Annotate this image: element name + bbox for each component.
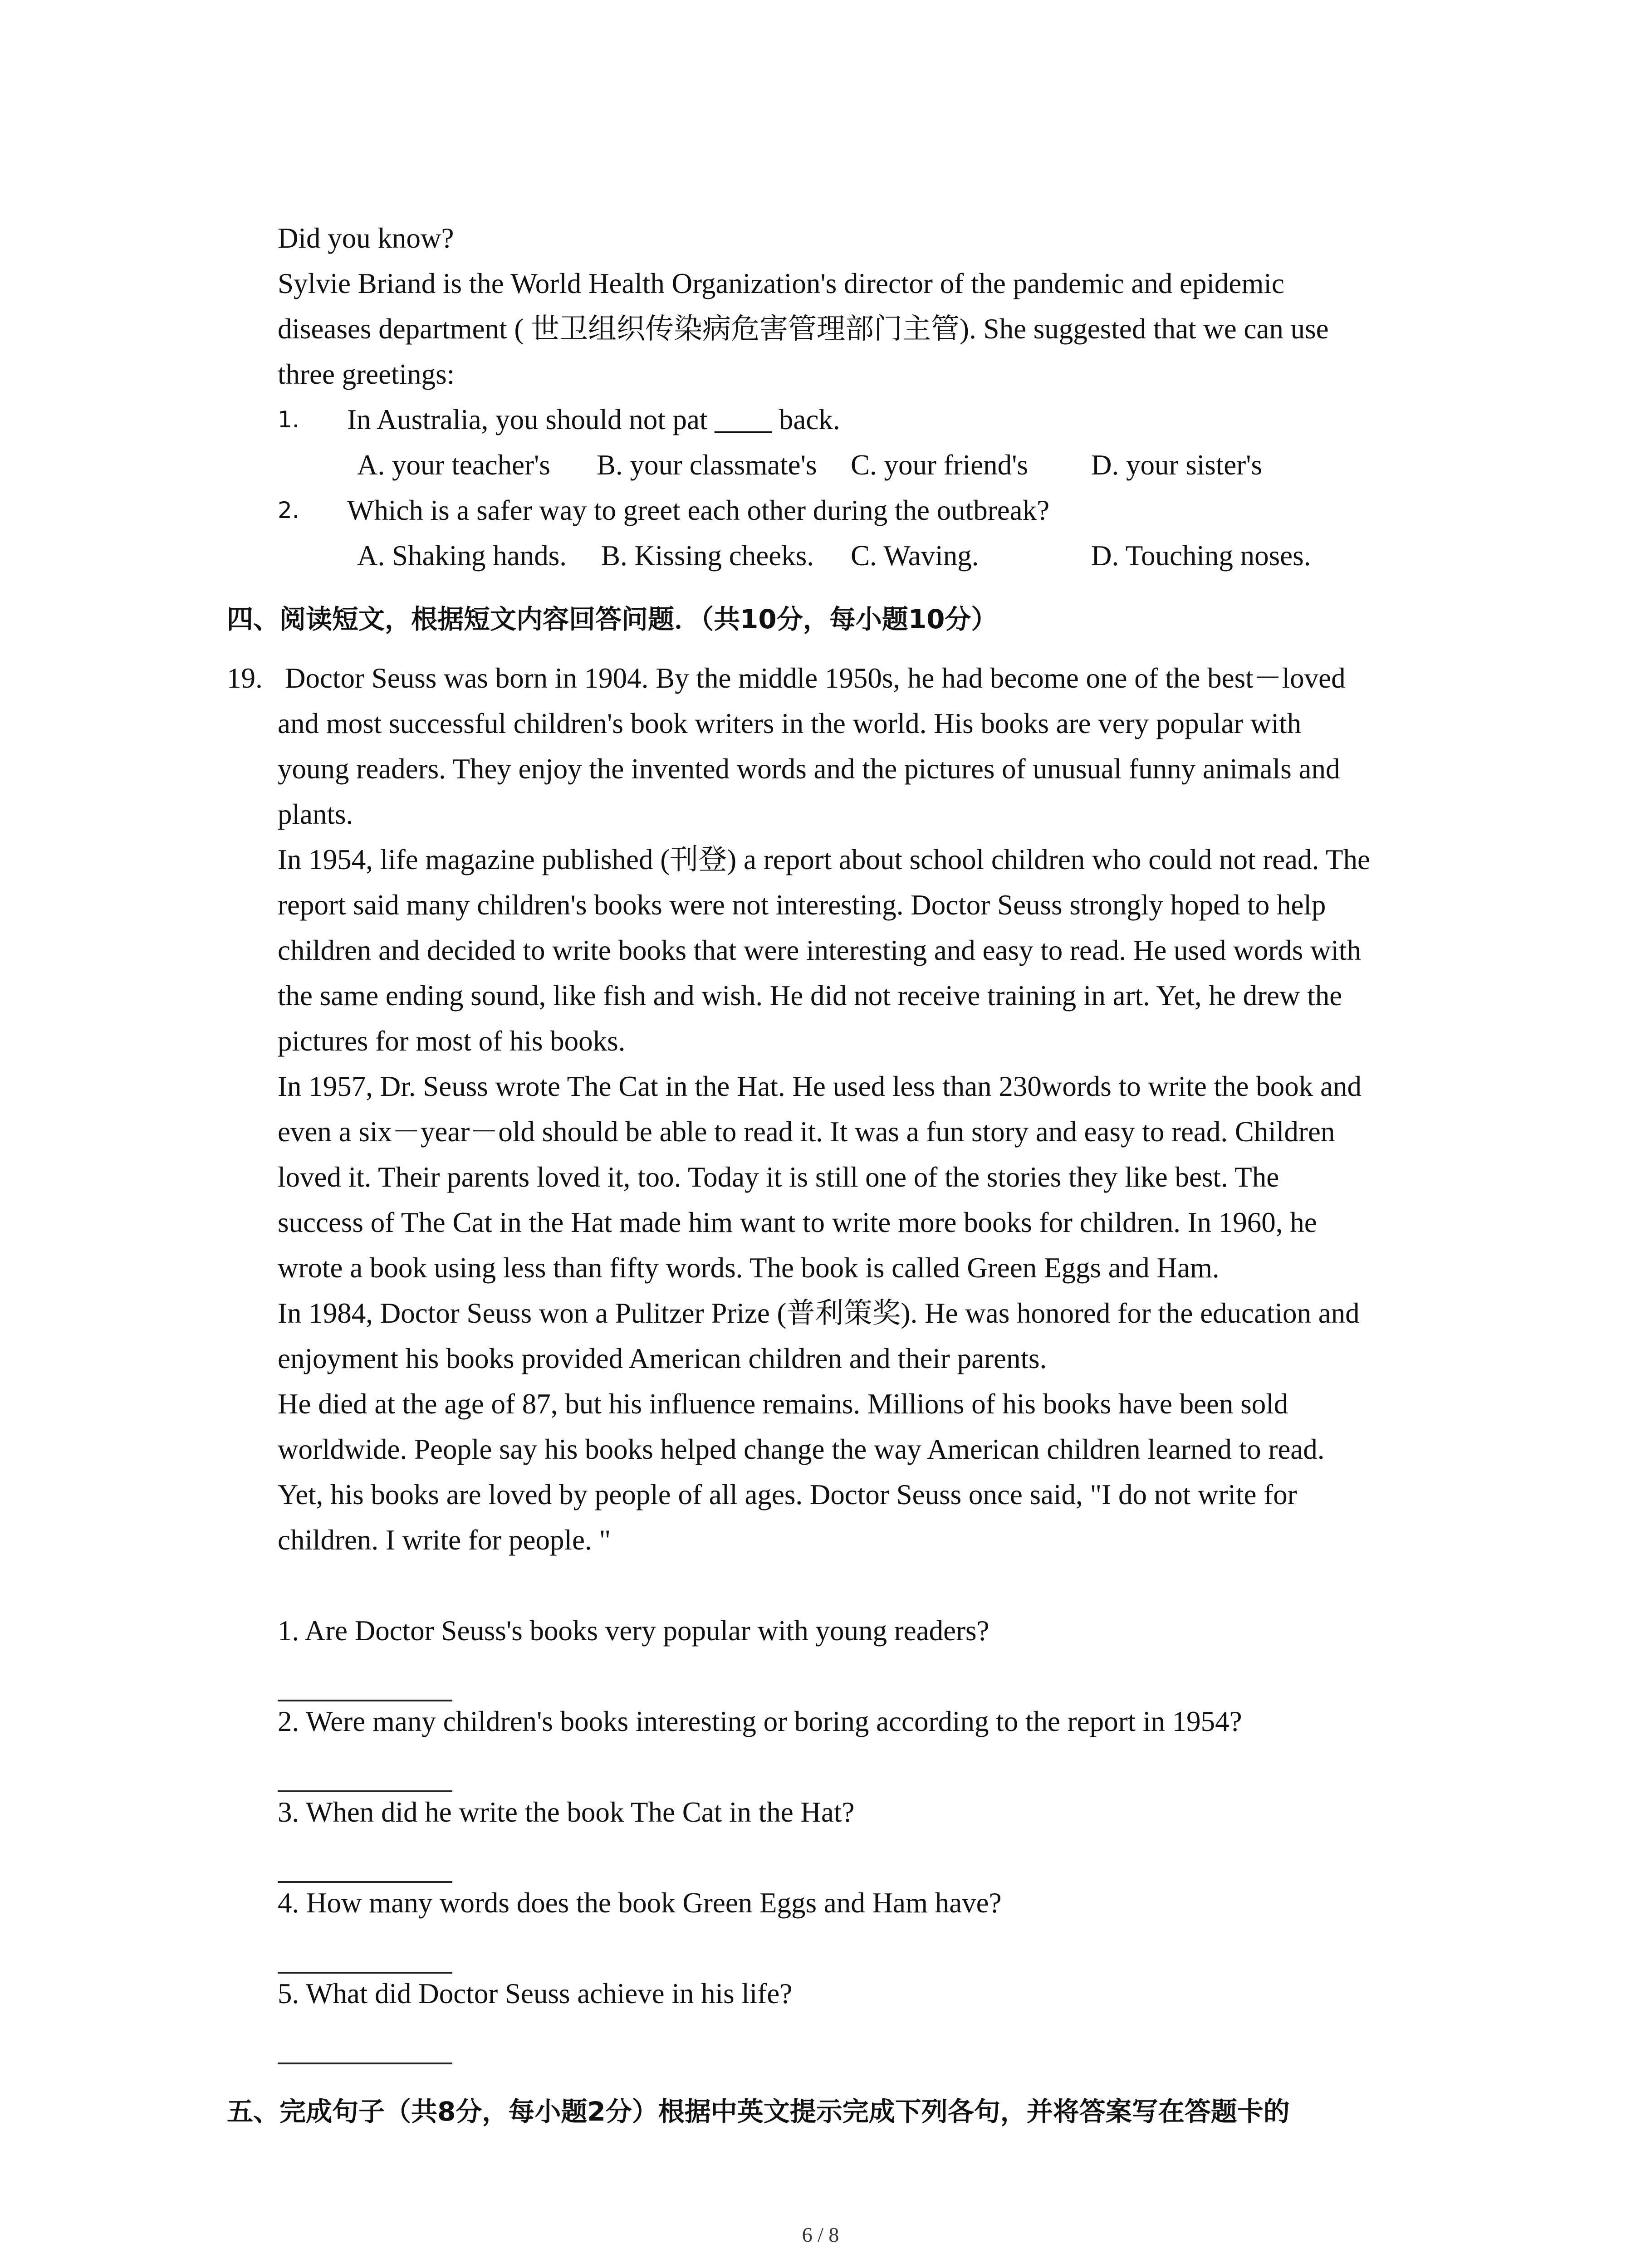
mc-option: B. Kissing cheeks. [601, 540, 814, 572]
passage-line: He died at the age of 87, but his influence remains. Millions of his books have been sold [278, 1388, 1288, 1420]
question-number: 19. [227, 662, 263, 694]
comprehension-question: 2. Were many children's books interesting or boring according to the report in 1954? [278, 1706, 1242, 1737]
mc-option: C. your friend's [851, 449, 1029, 481]
did-you-know-text: Did you know? [278, 222, 454, 254]
page-number: 6 / 8 [802, 2223, 839, 2246]
passage-line: worldwide. People say his books helped change the way American children learned to read. [278, 1433, 1325, 1465]
passage-line: In 1984, Doctor Seuss won a Pulitzer Prize (普利策奖). He was honored for the education and [278, 1297, 1360, 1329]
passage-line: children and decided to write books that were interesting and easy to read. He used words with [278, 934, 1362, 966]
passage-line: Doctor Seuss was born in 1904. By the middle 1950s, he had become one of the best－loved [285, 662, 1346, 694]
intro-line: three greetings: [278, 358, 455, 390]
intro-line: diseases department ( 世卫组织传染病危害管理部门主管). She suggested that we can use [278, 313, 1329, 345]
mc-option: A. Shaking hands. [357, 540, 567, 572]
passage-line: success of The Cat in the Hat made him want to write more books for children. In 1960, he [278, 1207, 1317, 1238]
passage-line: and most successful children's book writers in the world. His books are very popular with [278, 708, 1302, 739]
passage-line: pictures for most of his books. [278, 1025, 626, 1057]
answer-blank[interactable] [278, 2063, 452, 2064]
comprehension-question: 3. When did he write the book The Cat in the Hat? [278, 1796, 855, 1828]
mc-question-text: In Australia, you should not pat ____ back. [347, 404, 840, 435]
mc-option: A. your teacher's [357, 449, 550, 481]
passage-line: loved it. Their parents loved it, too. Today it is still one of the stories they like best. The [278, 1161, 1279, 1193]
passage-line: even a six－year－old should be able to read it. It was a fun story and easy to read. Children [278, 1116, 1335, 1148]
passage-line: Yet, his books are loved by people of all ages. Doctor Seuss once said, "I do not write for [278, 1479, 1297, 1510]
passage-line: enjoyment his books provided American children and their parents. [278, 1343, 1047, 1374]
passage-line: In 1957, Dr. Seuss wrote The Cat in the Hat. He used less than 230words to write the book and [278, 1070, 1362, 1102]
passage-line: children. I write for people. " [278, 1524, 611, 1556]
comprehension-question: 5. What did Doctor Seuss achieve in his life? [278, 1978, 793, 2009]
mc-option: D. your sister's [1091, 449, 1263, 481]
answer-blank[interactable] [278, 1790, 452, 1792]
mc-question-text: Which is a safer way to greet each other during the outbreak? [347, 494, 1050, 526]
mc-option: D. Touching noses. [1091, 540, 1311, 572]
passage-line: the same ending sound, like fish and wish. He did not receive training in art. Yet, he drew the [278, 980, 1342, 1012]
section-5-heading: 五、完成句子（共8分，每小题2分）根据中英文提示完成下列各句，并将答案写在答题卡的 [227, 2096, 1290, 2127]
mc-option: B. your classmate's [597, 449, 817, 481]
answer-blank[interactable] [278, 1881, 452, 1883]
intro-line: Sylvie Briand is the World Health Organization's director of the pandemic and epidemic [278, 268, 1284, 299]
answer-blank[interactable] [278, 1972, 452, 1974]
passage-line: wrote a book using less than fifty words. The book is called Green Eggs and Ham. [278, 1252, 1220, 1284]
passage-line: young readers. They enjoy the invented words and the pictures of unusual funny animals and [278, 753, 1340, 785]
comprehension-question: 4. How many words does the book Green Eggs and Ham have? [278, 1887, 1002, 1919]
passage-line: plants. [278, 798, 353, 830]
passage-line: report said many children's books were not interesting. Doctor Seuss strongly hoped to help [278, 889, 1326, 921]
passage-line: In 1954, life magazine published (刊登) a report about school children who could not read. The [278, 844, 1370, 875]
mc-option: C. Waving. [851, 540, 979, 572]
mc-question-number: 2. [278, 497, 299, 523]
mc-question-number: 1. [278, 406, 299, 433]
section-4-heading: 四、阅读短文，根据短文内容回答问题．（共10分，每小题10分） [227, 604, 998, 635]
comprehension-question: 1. Are Doctor Seuss's books very popular with young readers? [278, 1615, 989, 1647]
answer-blank[interactable] [278, 1700, 452, 1701]
